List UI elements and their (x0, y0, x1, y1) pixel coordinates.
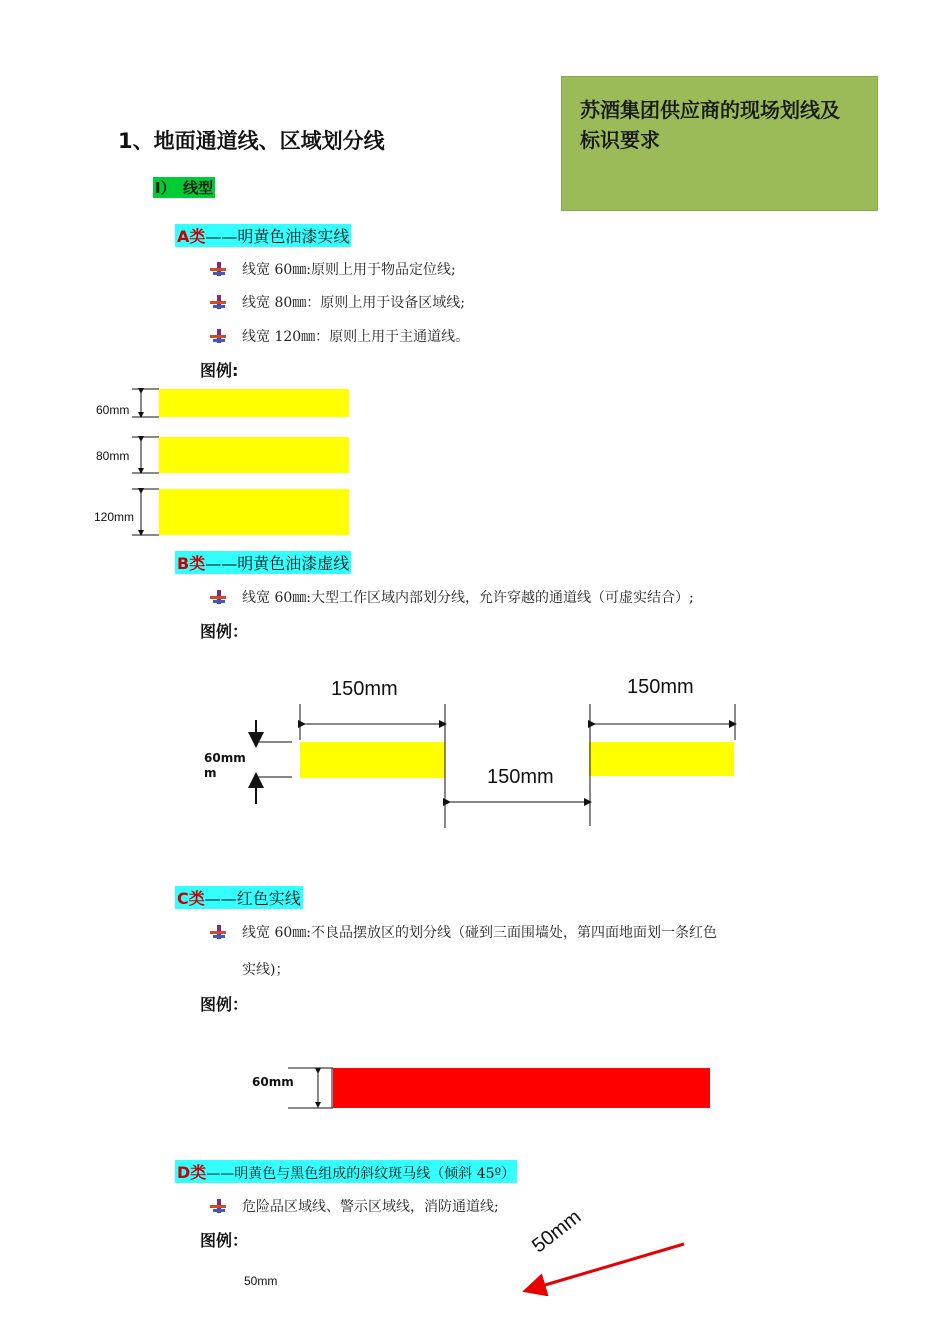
red-arrow (518, 1238, 688, 1296)
dim-60mm: 60mm (96, 403, 130, 417)
list-item: 危险品区域线、警示区域线，消防通道线; (210, 1196, 499, 1216)
red-line (333, 1068, 710, 1108)
dim-right-length: 150mm (627, 676, 694, 698)
bullet-icon (210, 329, 228, 343)
category-a-title (175, 224, 351, 247)
dim-red-height: 60mm (252, 1075, 294, 1089)
list-item: 线宽 60㎜:原则上用于物品定位线; (210, 259, 456, 279)
legend-label-a: 图例: (200, 361, 239, 380)
category-a-letter: A类 (177, 227, 206, 246)
category-c-letter: C类 (177, 889, 205, 908)
bullet-icon (210, 295, 228, 309)
list-item: 线宽 60㎜:不良品摆放区的划分线（碰到三面围墙处，第四面地面划一条红色 (210, 922, 717, 942)
list-item: 线宽 60㎜:大型工作区域内部划分线，允许穿越的通道线（可虚实结合）; (210, 587, 694, 607)
category-b-title (175, 551, 351, 574)
list-item-continued: 实线)； (242, 962, 290, 978)
dimension-arrows-b (230, 700, 750, 830)
dim-stripe-arrow-label: 50mm (528, 1205, 586, 1258)
dim-stripe-height: 50mm (244, 1274, 278, 1288)
dim-dash-height: 60mm m (204, 751, 246, 780)
dim-80mm: 80mm (96, 449, 130, 463)
category-a-text: ——明黄色油漆实线 (205, 227, 350, 246)
section-heading: 1、地面通道线、区域划分线 (118, 129, 385, 153)
legend-label-d: 图例： (200, 1231, 249, 1250)
category-d-text: ——明黄色与黑色组成的斜纹斑马线（倾斜 45º） (206, 1166, 516, 1182)
bullet-icon (210, 262, 228, 276)
yellow-line-80 (159, 437, 349, 473)
list-item: 线宽 80㎜：原则上用于设备区域线; (210, 292, 465, 312)
dim-120mm: 120mm (94, 510, 135, 524)
dimension-arrows-a (128, 385, 162, 540)
category-d-letter: D类 (177, 1163, 207, 1182)
dimension-arrows-c (288, 1064, 338, 1112)
legend-label-b: 图例： (200, 622, 249, 641)
bullet-icon (210, 590, 228, 604)
category-d-title (175, 1160, 517, 1183)
category-c-title (175, 886, 303, 909)
dim-gap-length: 150mm (487, 766, 554, 788)
yellow-line-60 (159, 389, 349, 417)
bullet-icon (210, 925, 228, 939)
title-box (561, 76, 878, 211)
subheading: I） 线型 (155, 179, 214, 197)
yellow-line-120 (159, 489, 349, 535)
legend-label-c: 图例： (200, 995, 249, 1014)
dim-left-length: 150mm (331, 678, 398, 700)
category-b-text: ——明黄色油漆虚线 (205, 554, 350, 573)
bullet-icon (210, 1199, 228, 1213)
list-item: 线宽 120㎜：原则上用于主通道线。 (210, 326, 469, 346)
category-c-text: ——红色实线 (204, 889, 301, 908)
title-box-text: 苏酒集团供应商的现场划线及标识要求 (580, 98, 840, 152)
category-b-letter: B类 (177, 554, 206, 573)
